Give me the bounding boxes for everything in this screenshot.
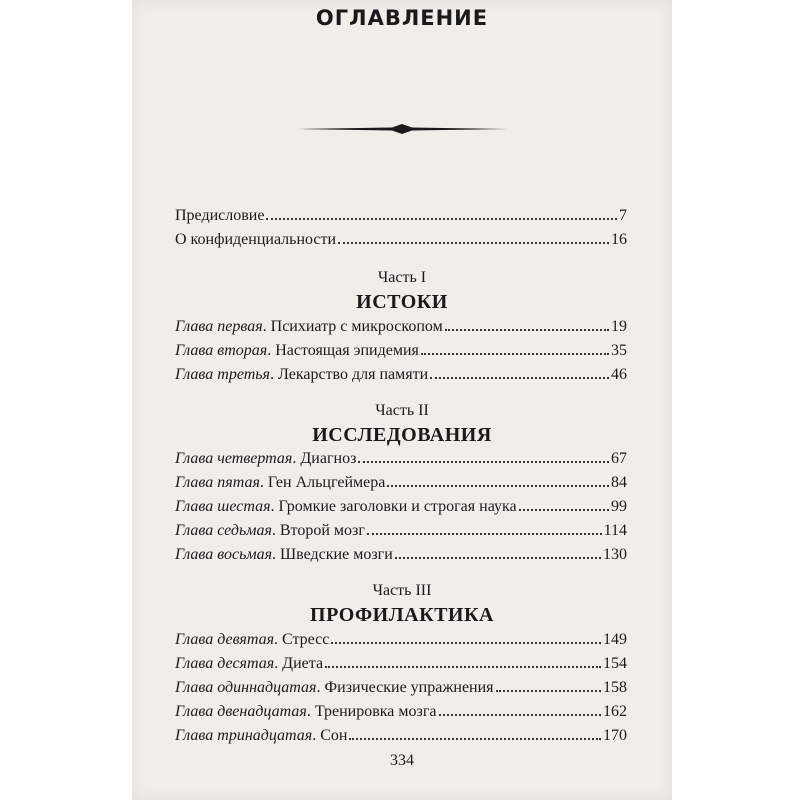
chapter-title: Ген Альцгеймера [267, 474, 386, 491]
chapter-title: Диета [282, 655, 324, 672]
chapter-number: Глава четвертая [175, 450, 293, 467]
toc-entry: Глава десятая . Диета 154 [175, 655, 627, 672]
chapter-number: Глава девятая [175, 631, 275, 648]
leader-dots [367, 521, 602, 535]
chapter-title: Тренировка мозга [314, 703, 437, 720]
chapter-title: Стресс [282, 631, 330, 648]
chapter-title: Лекарство для памяти [277, 366, 429, 383]
entry-page: 35 [611, 342, 627, 359]
leader-dots [266, 206, 617, 220]
chapter-title: Физические упражнения [324, 679, 494, 696]
chapter-number: Глава шестая [175, 498, 271, 515]
toc-entry: Глава седьмая . Второй мозг 114 [175, 522, 627, 539]
toc-entry: Глава первая . Психиатр с микроскопом 19 [175, 318, 627, 335]
toc-entry: Глава четвертая . Диагноз 67 [175, 450, 627, 467]
part-label: Часть III [372, 582, 432, 599]
leader-dots [430, 365, 609, 379]
chapter-number: Глава пятая [175, 474, 260, 491]
chapter-title: Психиатр с микроскопом [270, 318, 443, 335]
leader-dots [445, 317, 609, 331]
chapter-number: Глава вторая [175, 342, 268, 359]
book-page [132, 0, 672, 800]
entry-page: 154 [603, 655, 627, 672]
entry-page: 130 [603, 546, 627, 563]
leader-dots [496, 678, 601, 692]
toc-entry-privacy [175, 230, 627, 249]
entry-page: 149 [603, 631, 627, 648]
leader-dots [439, 702, 602, 716]
toc-entry: Глава шестая . Громкие заголовки и строгая наука 99 [175, 498, 627, 515]
toc-entry: Глава девятая . Стресс 149 [175, 631, 627, 648]
leader-dots [387, 473, 609, 487]
chapter-title: Сон [320, 727, 348, 744]
chapter-title: Шведские мозги [280, 546, 393, 563]
toc-entry: Глава третья . Лекарство для памяти 46 [175, 366, 627, 383]
part-title: ПРОФИЛАКТИКА [310, 604, 494, 626]
entry-page: 19 [611, 318, 627, 335]
page-title: ОГЛАВЛЕНИЕ [315, 6, 489, 30]
entry-page: 67 [611, 450, 627, 467]
toc-entry: Глава тринадцатая . Сон 170 [175, 727, 627, 744]
entry-page: 114 [603, 522, 627, 539]
toc-entry: Глава восьмая . Шведские мозги 130 [175, 546, 627, 563]
entry-page: 158 [603, 679, 627, 696]
toc-entry: Глава вторая . Настоящая эпидемия 35 [175, 342, 627, 359]
toc-entry: Глава одиннадцатая . Физические упражнения 158 [175, 679, 627, 696]
leader-dots [331, 630, 601, 644]
leader-dots [519, 497, 609, 511]
part-title: ИССЛЕДОВАНИЯ [312, 424, 492, 446]
chapter-number: Глава третья [175, 366, 270, 383]
chapter-number: Глава восьмая [175, 546, 273, 563]
leader-dots [338, 230, 609, 244]
leader-dots [421, 341, 609, 355]
part-label: Часть II [375, 402, 429, 419]
toc-entry-preface [175, 206, 627, 225]
chapter-title: Диагноз [300, 450, 357, 467]
chapter-title: Громкие заголовки и строгая наука [278, 498, 517, 515]
chapter-title: Второй мозг [279, 522, 365, 539]
entry-page: 7 [619, 207, 627, 224]
entry-page: 99 [611, 498, 627, 515]
chapter-number: Глава десятая [175, 655, 275, 672]
chapter-number: Глава одиннадцатая [175, 679, 317, 696]
entry-title: Предисловие [175, 207, 265, 224]
entry-page: 46 [611, 366, 627, 383]
entry-title: О конфиденциальности [175, 231, 337, 248]
entry-page: 162 [603, 703, 627, 720]
entry-page: 16 [611, 231, 627, 248]
chapter-number: Глава тринадцатая [175, 727, 313, 744]
chapter-number: Глава первая [175, 318, 263, 335]
toc-entry: Глава двенадцатая . Тренировка мозга 162 [175, 703, 627, 720]
chapter-title: Настоящая эпидемия [275, 342, 419, 359]
leader-dots [349, 726, 601, 740]
entry-page: 170 [603, 727, 627, 744]
leader-dots [325, 654, 601, 668]
leader-dots [395, 545, 601, 559]
page-number: 334 [390, 752, 414, 769]
leader-dots [358, 449, 609, 463]
entry-page: 84 [611, 474, 627, 491]
divider-ornament [297, 122, 507, 136]
toc-entry: Глава пятая . Ген Альцгеймера 84 [175, 474, 627, 491]
chapter-number: Глава седьмая [175, 522, 272, 539]
chapter-number: Глава двенадцатая [175, 703, 307, 720]
part-title: ИСТОКИ [356, 291, 448, 313]
part-label: Часть I [377, 269, 427, 286]
